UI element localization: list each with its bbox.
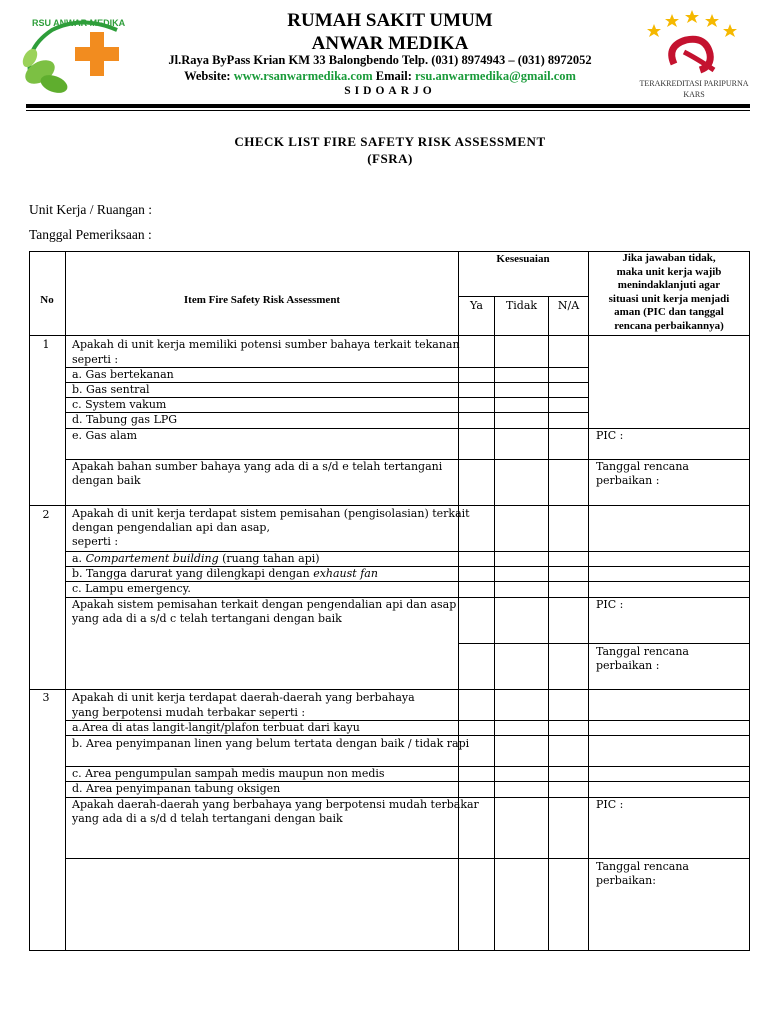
document-subtitle: (FSRA): [367, 151, 413, 166]
s2-item-a-suffix: (ruang tahan api): [218, 552, 320, 565]
note-line: menindaklanjuti agar: [617, 279, 721, 291]
hospital-name-line2: ANWAR MEDIKA: [311, 33, 469, 54]
header-ya: Ya: [470, 299, 483, 312]
accreditation-text-1: TERAKREDITASI PARIPURNA: [639, 79, 749, 88]
row-line: [65, 858, 750, 859]
section-line: [29, 689, 750, 690]
s3-question-line1: Apakah di unit kerja terdapat daerah-daerah yang berbahaya: [72, 691, 415, 704]
section-line: [29, 505, 750, 506]
email-label: Email:: [375, 69, 412, 83]
s2-item-b-term: exhaust fan: [313, 567, 378, 580]
s2-pic-label: PIC :: [596, 598, 624, 611]
s3-date-plan-line1: Tanggal rencana: [596, 860, 689, 873]
header-item: Item Fire Safety Risk Assessment: [183, 294, 341, 306]
s3-item-b: b. Area penyimpanan linen yang belum tertata dengan baik / tidak rapi: [72, 737, 470, 750]
s2-item-a-term: Compartement building: [85, 552, 219, 565]
header-bottom-line: [29, 335, 750, 336]
hospital-city: SIDOARJO: [344, 85, 436, 97]
header-kesesuaian: Kesesuaian: [496, 253, 550, 265]
col-divider-item: [458, 251, 459, 951]
hospital-address: Jl.Raya ByPass Krian KM 33 Balongbendo Telp. (031) 8974943 – (031) 8972052: [168, 53, 592, 67]
s1-pic-label: PIC :: [596, 429, 624, 442]
s3-item-d: d. Area penyimpanan tabung oksigen: [72, 782, 281, 795]
date-field-label: Tanggal Pemeriksaan :: [29, 227, 152, 242]
s2-item-b-prefix: b. Tangga darurat yang dilengkapi dengan: [72, 567, 314, 580]
s3-item-a: a.Area di atas langit-langit/plafon terbuat dari kayu: [72, 721, 360, 734]
s3-date-plan-line2: perbaikan:: [596, 874, 656, 887]
s1-followup-line1: Apakah bahan sumber bahaya yang ada di a s/d e telah tertangani: [72, 460, 443, 473]
note-line: rencana perbaikannya): [614, 319, 724, 332]
col-divider-na: [588, 251, 589, 951]
s1-item-e: e. Gas alam: [72, 429, 138, 442]
website-link[interactable]: www.rsanwarmedika.com: [233, 69, 373, 83]
s1-followup-line2: dengan baik: [72, 474, 141, 487]
table-border-left: [29, 251, 30, 951]
s1-question-line1: Apakah di unit kerja memiliki potensi sumber bahaya terkait tekanan: [72, 338, 460, 351]
s3-question-line2: yang berpotensi mudah terbakar seperti :: [72, 706, 306, 719]
s2-date-plan-line1: Tanggal rencana: [596, 645, 689, 658]
logo-left-text: RSU ANWAR MEDIKA: [32, 18, 126, 28]
note-line: Jika jawaban tidak,: [622, 252, 716, 264]
s3-item-c: c. Area pengumpulan sampah medis maupun non medis: [72, 767, 385, 780]
table-border-right: [749, 251, 750, 951]
s2-followup-line2: yang ada di a s/d c telah tertangani dengan baik: [72, 612, 342, 625]
header-na: N/A: [557, 299, 580, 312]
s2-followup-line1: Apakah sistem pemisahan terkait dengan pengendalian api dan asap: [72, 598, 457, 611]
s3-pic-label: PIC :: [596, 798, 624, 811]
s2-item-a-prefix: a.: [72, 552, 86, 565]
s1-item-c: c. System vakum: [72, 398, 167, 411]
row-line: [458, 643, 750, 644]
note-line: situasi unit kerja menjadi: [608, 292, 730, 305]
s3-followup-line1: Apakah daerah-daerah yang berbahaya yang berpotensi mudah terbakar: [72, 798, 479, 811]
email-link[interactable]: rsu.anwarmedika@gmail.com: [414, 69, 576, 83]
header-note: [590, 252, 748, 333]
s2-question-line2: dengan pengendalian api dan asap,: [72, 521, 270, 534]
s2-question-line3: seperti :: [72, 535, 119, 548]
s1-question-line2: seperti :: [72, 353, 119, 366]
col-divider-tidak: [548, 296, 549, 951]
s3-followup-line2: yang ada di a s/d d telah tertangani dengan baik: [72, 812, 343, 825]
note-line: aman (PIC dan tanggal: [614, 306, 724, 318]
accreditation-text-2: KARS: [683, 90, 705, 99]
col-divider-ya: [494, 296, 495, 951]
row-line: [65, 735, 750, 736]
s2-date-plan-line2: perbaikan :: [596, 659, 660, 672]
table-border-bottom: [29, 950, 750, 951]
row-number: 2: [42, 508, 50, 521]
col-divider-no: [65, 251, 66, 951]
row-number: 3: [42, 691, 50, 704]
document-title: CHECK LIST FIRE SAFETY RISK ASSESSMENT: [234, 134, 546, 149]
s1-date-plan-line2: perbaikan :: [596, 474, 660, 487]
s1-item-d: d. Tabung gas LPG: [72, 413, 178, 426]
s2-item-b: [72, 567, 378, 581]
s1-date-plan-line1: Tanggal rencana: [596, 460, 689, 473]
s1-item-b: b. Gas sentral: [72, 383, 150, 396]
header-no: No: [40, 294, 54, 306]
header-tidak: Tidak: [505, 299, 538, 312]
s1-item-a: a. Gas bertekanan: [72, 368, 174, 381]
unit-field-label: Unit Kerja / Ruangan :: [29, 202, 152, 217]
s2-question-line1: Apakah di unit kerja terdapat sistem pemisahan (pengisolasian) terkait: [72, 507, 470, 520]
note-line: maka unit kerja wajib: [616, 265, 722, 278]
kesesuaian-divider: [458, 296, 589, 297]
hospital-name-line1: RUMAH SAKIT UMUM: [287, 10, 493, 31]
s2-item-c: c. Lampu emergency.: [72, 582, 191, 595]
row-number: 1: [42, 338, 50, 351]
s2-item-a: [72, 552, 320, 566]
website-label: Website:: [184, 69, 231, 83]
row-line: [65, 428, 750, 429]
